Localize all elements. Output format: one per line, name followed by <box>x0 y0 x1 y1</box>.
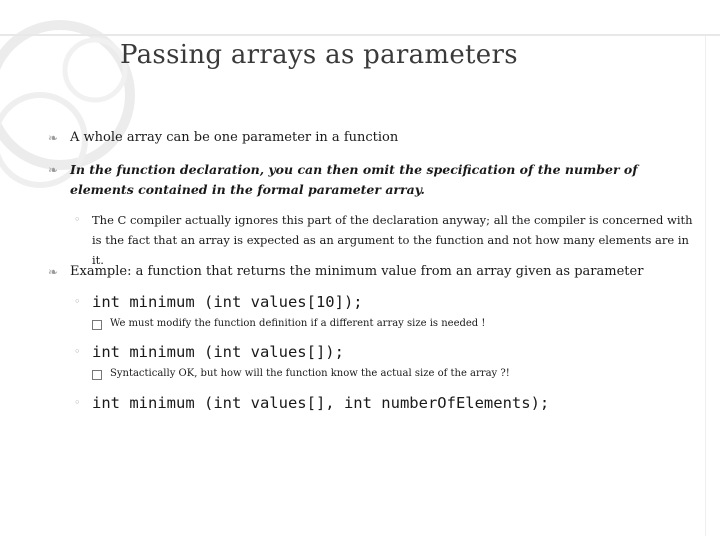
bullet-icon: ❧ <box>48 163 59 177</box>
square-bullet-icon <box>92 320 102 330</box>
code-line <box>74 393 549 413</box>
bullet-text: Example: a function that returns the minimum value from an array given as parameter <box>70 264 644 279</box>
sub-bullet-item <box>74 210 694 270</box>
note-item <box>92 316 485 332</box>
code-line <box>74 292 363 312</box>
bullet-icon: ❧ <box>48 265 59 279</box>
code-text: int minimum (int values[], int numberOfElements); <box>92 394 550 412</box>
bullet-text: In the function declaration, you can then omit the specification of the number of elements contained in the formal parameter array. <box>70 162 638 197</box>
circle-bullet-icon: ◦ <box>74 345 81 358</box>
bullet-text: A whole array can be one parameter in a function <box>70 130 399 145</box>
circle-bullet-icon: ◦ <box>74 295 81 308</box>
bullet-icon: ❧ <box>48 131 59 145</box>
note-text: We must modify the function definition if a different array size is needed ! <box>110 318 486 329</box>
slide-title: Passing arrays as parameters <box>120 40 518 70</box>
circle-bullet-icon: ◦ <box>74 396 81 409</box>
bullet-item <box>48 160 698 200</box>
right-border <box>705 36 706 536</box>
square-bullet-icon <box>92 370 102 380</box>
code-text: int minimum (int values[]); <box>92 343 344 361</box>
code-line <box>74 342 344 362</box>
header-divider <box>0 34 720 36</box>
bullet-item <box>48 128 688 148</box>
sub-bullet-text: The C compiler actually ignores this part of the declaration anyway; all the compiler is concerned with is the fact that an array is expected as an argument to the function and not how many elements are in it. <box>92 213 693 267</box>
note-item <box>92 366 510 382</box>
code-text: int minimum (int values[10]); <box>92 293 363 311</box>
circle-bullet-icon: ◦ <box>74 213 81 226</box>
note-text: Syntactically OK, but how will the function know the actual size of the array ?! <box>110 368 510 379</box>
bullet-item <box>48 262 698 282</box>
